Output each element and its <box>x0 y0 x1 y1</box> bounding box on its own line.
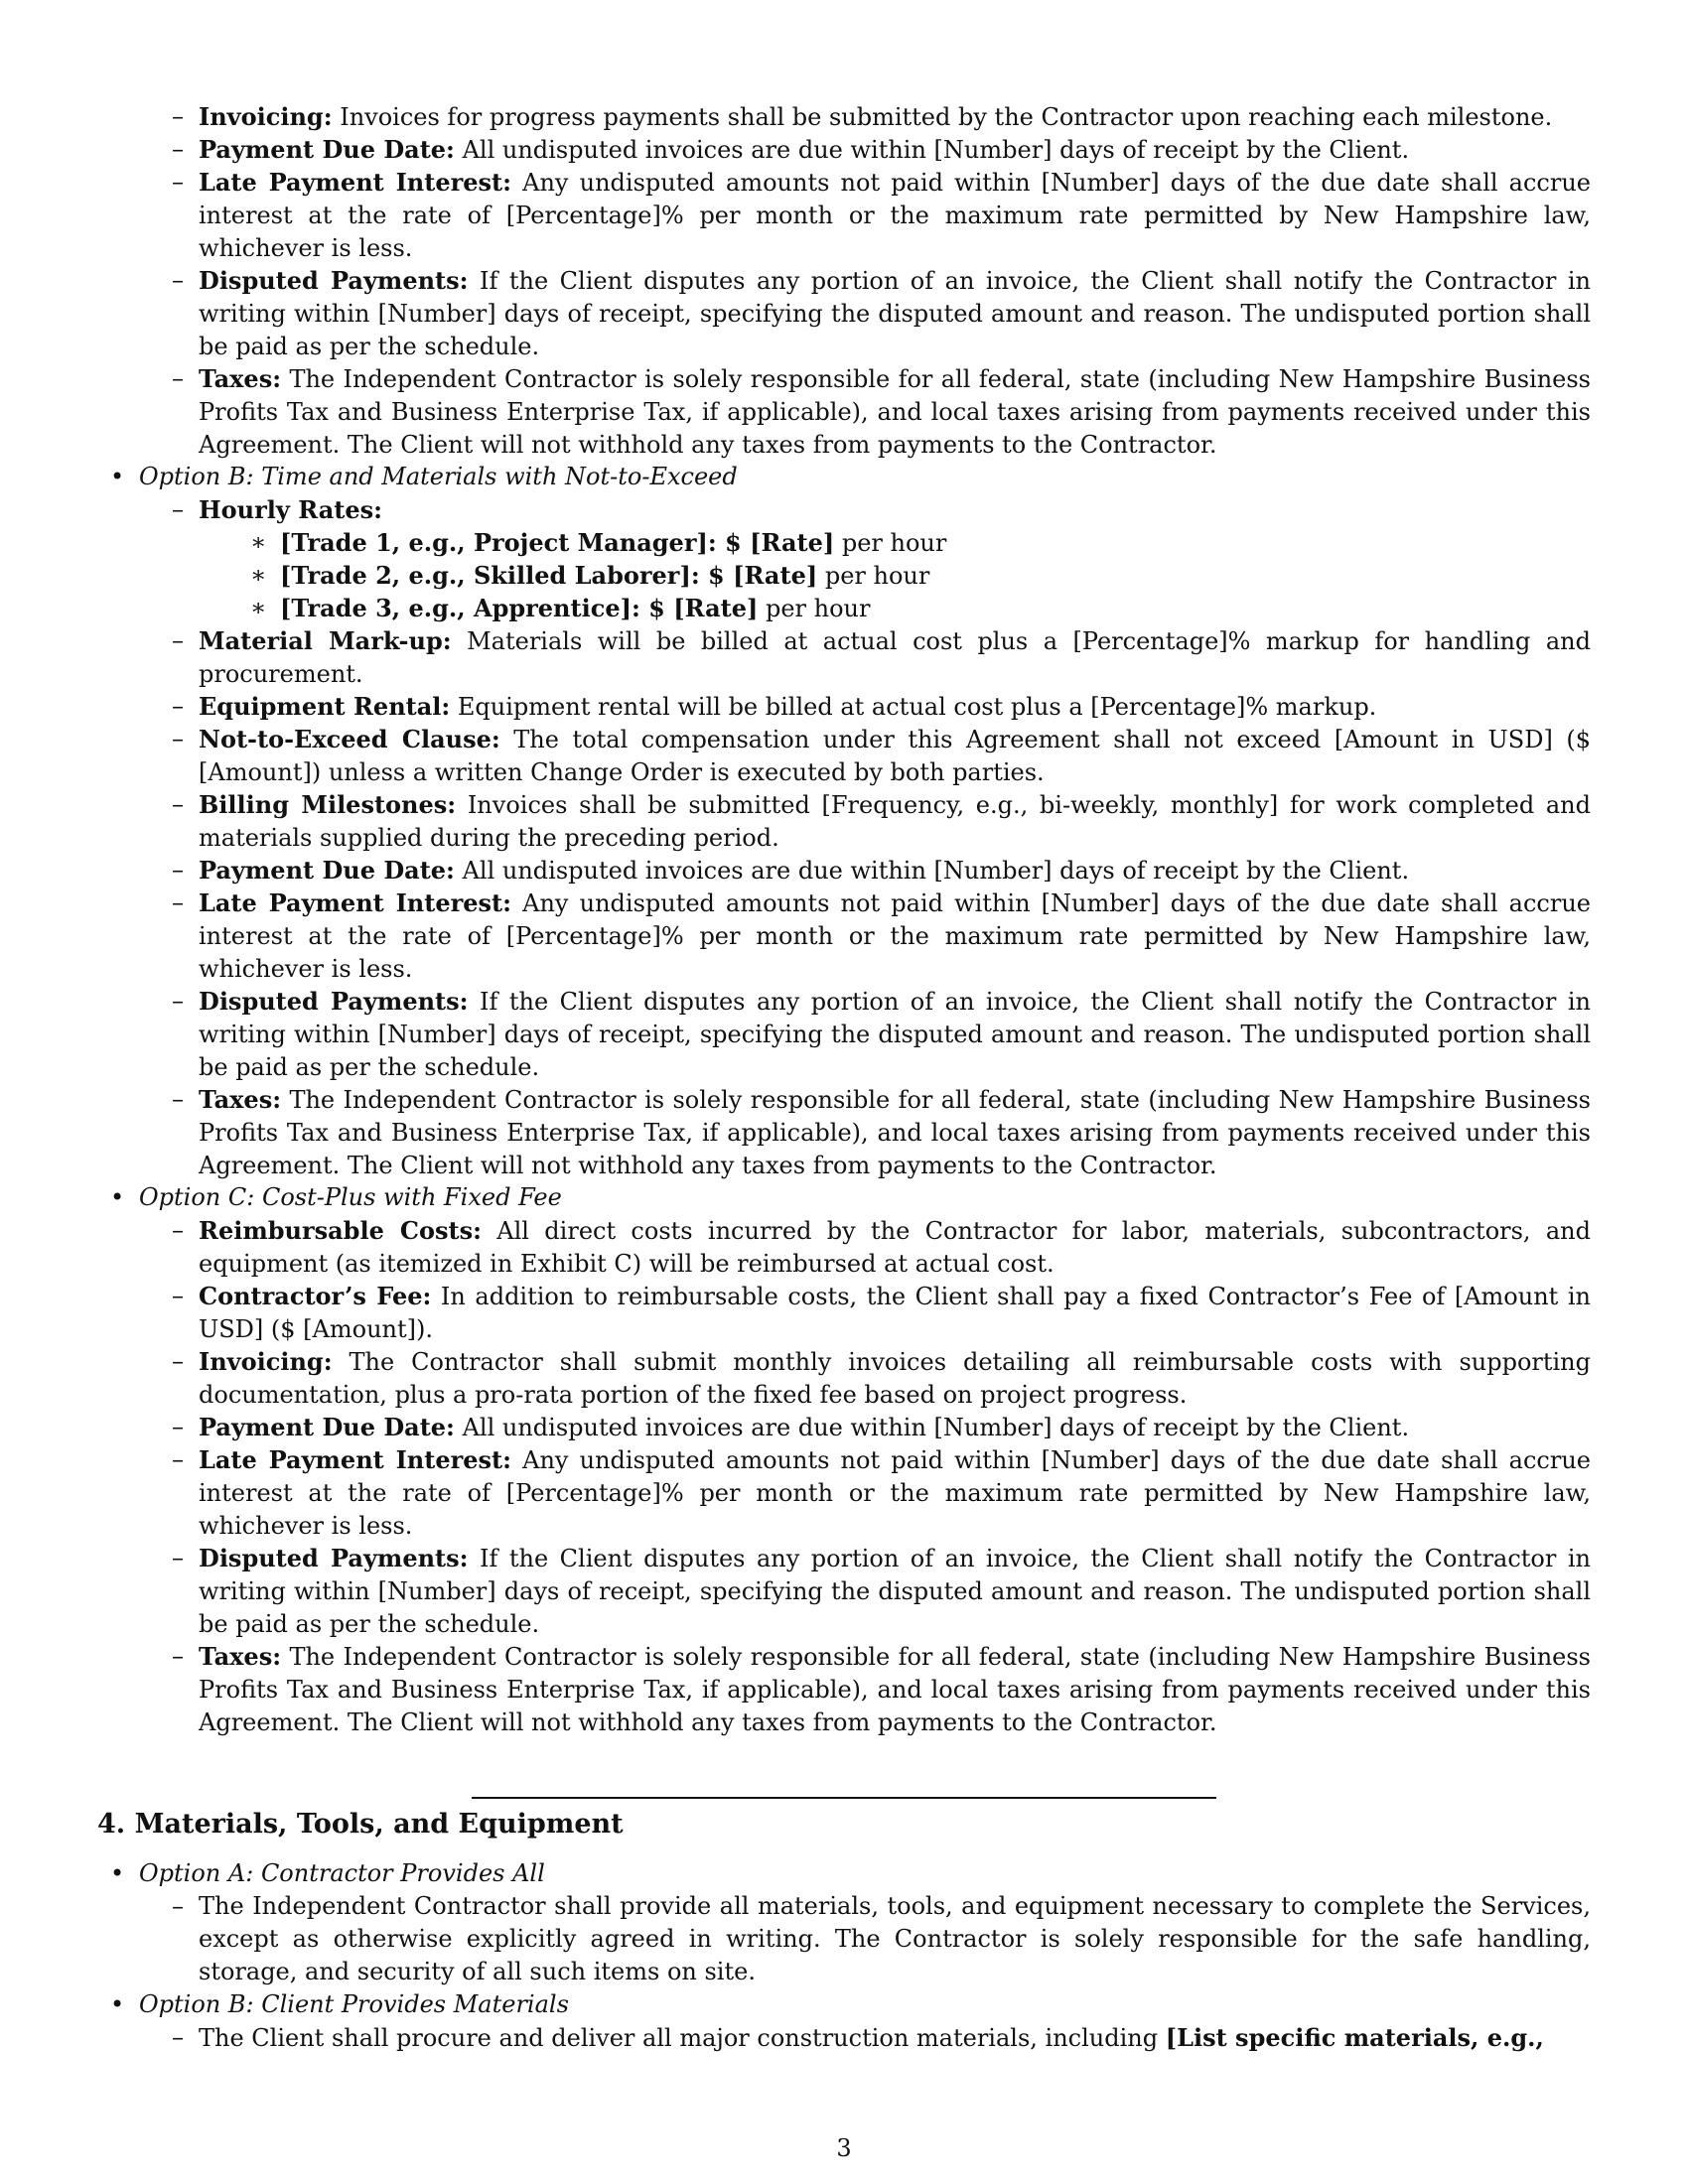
list-item <box>199 100 1591 134</box>
section-heading: 4. Materials, Tools, and Equipment <box>97 1809 624 1840</box>
item-label: Disputed Payments: <box>199 987 469 1016</box>
item-label: Late Payment Interest: <box>199 888 511 917</box>
option-c-heading: • Option C: Cost-Plus with Fixed Fee <box>139 1181 1589 1214</box>
item-text: In addition to reimbursable costs, the Client shall pay a fixed Contractor’s Fee of [Amount in USD] ($ [Amount]). <box>199 1283 1591 1343</box>
item-label: Late Payment Interest: <box>199 1445 511 1474</box>
item-text: The Independent Contractor is solely responsible for all federal, state (including New Hampshire Business Profits Tax and Business Enterprise Tax, if applicable), and local taxes arising from payments received under this Agreement. The Client will not withhold any taxes from payments to the Contractor. <box>199 365 1591 459</box>
item-text: If the Client disputes any portion of an invoice, the Client shall notify the Contractor in writing within [Number] days of receipt, specifying the disputed amount and reason. The undisputed portion shall be paid as per the schedule. <box>199 267 1591 360</box>
list-item <box>199 985 1591 1084</box>
list-item <box>199 133 1591 167</box>
item-text: All undisputed invoices are due within [Number] days of receipt by the Client. <box>462 1414 1410 1441</box>
list-item <box>199 1411 1591 1444</box>
list-item <box>199 1214 1591 1281</box>
item-text: The Client shall procure and deliver all major construction materials, including <box>199 2024 1159 2052</box>
list-item <box>199 1443 1591 1543</box>
item-label: Invoicing: <box>199 1347 333 1376</box>
list-item <box>199 1542 1591 1641</box>
item-label: Contractor’s Fee: <box>199 1282 432 1310</box>
item-label: Taxes: <box>199 1642 282 1671</box>
list-item <box>199 690 1591 724</box>
list-item <box>199 854 1591 887</box>
item-text: The Independent Contractor is solely responsible for all federal, state (including New Hampshire Business Profits Tax and Business Enterprise Tax, if applicable), and local taxes arising from payments received under this Agreement. The Client will not withhold any taxes from payments to the Contractor. <box>199 1086 1591 1179</box>
hourly-rates-label: Hourly Rates: <box>199 495 382 524</box>
list-item <box>199 624 1591 691</box>
item-label: Payment Due Date: <box>199 1413 455 1441</box>
item-text: The Contractor shall submit monthly invoices detailing all reimbursable costs with supporting documentation, plus a pro-rata portion of the fixed fee based on project progress. <box>199 1348 1592 1409</box>
item-text: Materials will be billed at actual cost plus a [Percentage]% markup for handling and procurement. <box>199 627 1591 688</box>
list-item <box>199 1280 1591 1346</box>
list-item <box>199 1083 1591 1182</box>
item-text: Invoices for progress payments shall be submitted by the Contractor upon reaching each milestone. <box>340 103 1553 131</box>
item-text: Equipment rental will be billed at actual cost plus a [Percentage]% markup. <box>457 693 1377 721</box>
item-label: Disputed Payments: <box>199 1544 469 1572</box>
item-label: Not-to-Exceed Clause: <box>199 725 500 753</box>
item-text: All undisputed invoices are due within [Number] days of receipt by the Client. <box>462 136 1410 164</box>
rate-unit: per hour <box>765 595 871 622</box>
item-label: Payment Due Date: <box>199 135 455 164</box>
rate-trade: [Trade 2, e.g., Skilled Laborer] <box>280 561 691 590</box>
item-text: Any undisputed amounts not paid within [Number] days of the due date shall accrue interest at the rate of [Percentage]% per month or the maximum rate permitted by New Hampshire law, whichever is less. <box>199 169 1591 262</box>
list-item <box>199 788 1591 855</box>
list-item <box>199 1890 1591 1988</box>
list-item <box>199 887 1591 986</box>
item-label: Equipment Rental: <box>199 692 451 721</box>
list-item <box>199 493 1591 527</box>
list-item <box>199 723 1591 789</box>
page-number: 3 <box>836 2134 852 2162</box>
rate-trade: [Trade 1, e.g., Project Manager] <box>280 528 708 557</box>
horizontal-rule <box>472 1797 1216 1799</box>
item-label: Material Mark-up: <box>199 626 452 655</box>
item-label: Disputed Payments: <box>199 266 469 295</box>
item-bold-tail: [List specific materials, e.g., <box>1165 2023 1544 2052</box>
rate-item <box>280 526 1571 560</box>
list-item <box>199 2021 1591 2055</box>
list-item <box>199 1345 1591 1412</box>
item-text: Invoices shall be submitted [Frequency, e.g., bi-weekly, monthly] for work completed and materials supplied during the preceding period. <box>199 791 1591 852</box>
list-item <box>199 166 1591 265</box>
item-label: Reimbursable Costs: <box>199 1216 482 1245</box>
rate-unit: per hour <box>841 529 947 557</box>
item-text: The Independent Contractor is solely responsible for all federal, state (including New Hampshire Business Profits Tax and Business Enterprise Tax, if applicable), and local taxes arising from payments received under this Agreement. The Client will not withhold any taxes from payments to the Contractor. <box>199 1643 1591 1736</box>
rate-item <box>280 559 1571 593</box>
rate-value: : $ [Rate] <box>707 528 835 557</box>
item-text: The Independent Contractor shall provide all materials, tools, and equipment necessary to complete the Services, except as otherwise explicitly agreed in writing. The Contractor is solely responsible for the safe handling, storage, and security of all such items on site. <box>199 1892 1591 1985</box>
list-item <box>199 264 1591 363</box>
item-label: Taxes: <box>199 364 282 393</box>
item-label: Taxes: <box>199 1085 282 1114</box>
item-text: If the Client disputes any portion of an invoice, the Client shall notify the Contractor in writing within [Number] days of receipt, specifying the disputed amount and reason. The undisputed portion shall be paid as per the schedule. <box>199 1545 1591 1638</box>
rate-unit: per hour <box>824 562 930 590</box>
option-b-heading: • Option B: Time and Materials with Not-to-Exceed <box>139 461 1589 493</box>
item-label: Billing Milestones: <box>199 790 457 819</box>
item-label: Late Payment Interest: <box>199 168 511 197</box>
option-b-heading: • Option B: Client Provides Materials <box>139 1988 1589 2021</box>
list-item <box>199 1640 1591 1739</box>
item-text: If the Client disputes any portion of an invoice, the Client shall notify the Contractor in writing within [Number] days of receipt, specifying the disputed amount and reason. The undisputed portion shall be paid as per the schedule. <box>199 988 1591 1081</box>
item-text: Any undisputed amounts not paid within [Number] days of the due date shall accrue interest at the rate of [Percentage]% per month or the maximum rate permitted by New Hampshire law, whichever is less. <box>199 889 1591 983</box>
item-label: Payment Due Date: <box>199 856 455 885</box>
option-a-heading: • Option A: Contractor Provides All <box>139 1857 1589 1890</box>
list-item <box>199 362 1591 462</box>
rate-item <box>280 592 1571 625</box>
item-text: The total compensation under this Agreement shall not exceed [Amount in USD] ($ [Amount]) unless a written Change Order is executed by both parties. <box>199 726 1592 786</box>
rate-value: : $ [Rate] <box>631 594 759 622</box>
rate-value: : $ [Rate] <box>690 561 818 590</box>
item-label: Invoicing: <box>199 102 333 131</box>
item-text: All undisputed invoices are due within [Number] days of receipt by the Client. <box>462 857 1410 885</box>
rate-trade: [Trade 3, e.g., Apprentice] <box>280 594 632 622</box>
item-text: All direct costs incurred by the Contractor for labor, materials, subcontractors, and equipment (as itemized in Exhibit C) will be reimbursed at actual cost. <box>199 1217 1592 1278</box>
item-text: Any undisputed amounts not paid within [Number] days of the due date shall accrue interest at the rate of [Percentage]% per month or the maximum rate permitted by New Hampshire law, whichever is less. <box>199 1446 1591 1540</box>
